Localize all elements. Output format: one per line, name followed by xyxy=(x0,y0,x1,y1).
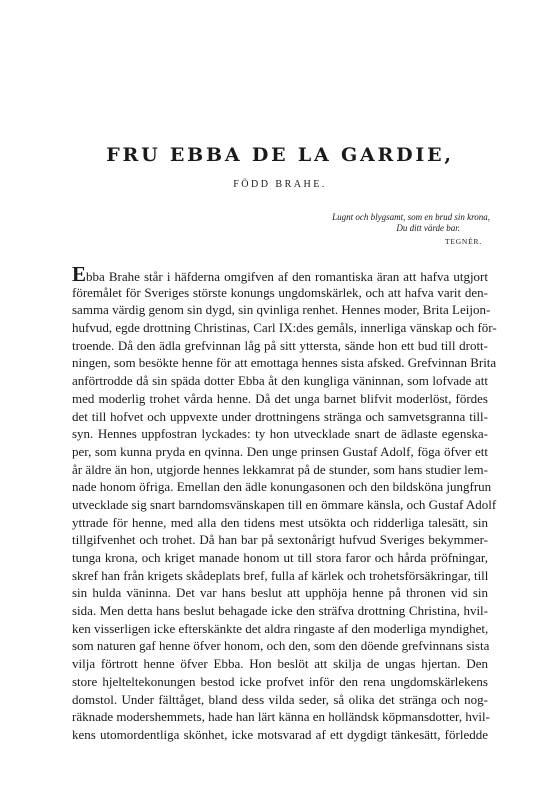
body-line: ken visserligen icke efterskänkte det aldra ringaste af den moderliga myndighet, xyxy=(72,620,489,636)
body-line: nade honom öfriga. Emellan den ädle konungasonen och den bildsköna jungfrun xyxy=(72,479,492,495)
body-text xyxy=(72,262,497,744)
body-line: store hjelteltekonungen bestod icke profvet inför den rena ungdomskärlekens xyxy=(72,673,488,689)
page-title: FRU EBBA DE LA GARDIE, xyxy=(106,144,454,166)
body-line: hufvud, egde drottning Christinas, Carl IX:des gemåls, innerliga vänskap och för- xyxy=(72,320,497,336)
body-line: utvecklade sig snart barndomsvänskapen till en ömmare känsla, och Gustaf Adolf xyxy=(72,496,497,512)
body-line: skref han från krigets skådeplats bref, fulla af kärlek och trohetsförsäkringar, till xyxy=(72,567,489,583)
body-line: samma värdig genom sin dygd, sin qvinliga renhet. Hennes moder, Brita Leijon- xyxy=(72,302,491,318)
body-line: ningen, som besökte henne för att emottaga hennes sista afsked. Grefvinnan Brita xyxy=(72,355,497,371)
body-line: sida. Men detta hans beslut behagade icke den sträfva drottning Christina, hvil- xyxy=(72,603,488,619)
body-line: syn. Hennes uppfostran lyckades: ty hon utvecklade snart de ädlaste egenska- xyxy=(72,426,488,442)
body-line-first xyxy=(72,262,488,286)
body-line: föremålet för Sveriges störste konungs ungdomskärlek, och att hafva varit den- xyxy=(72,284,488,300)
body-line-first-text: bba Brahe står i häfderna omgifven af den romantiska äran att hafva utgjort xyxy=(86,269,488,284)
body-line: troende. Då den ädla grefvinnan låg på sitt yttersta, sände hon ett bud till drott- xyxy=(72,337,488,353)
body-line: räknade modershemmets, hade han lärt känna en holländsk köpmansdotter, hvil- xyxy=(72,709,490,725)
body-line: yttrade för henne, med alla den tidens mest utsökta och ridderliga talesätt, sin xyxy=(72,514,488,530)
body-line: anförtrodde då sin späda dotter Ebba åt den kungliga väninnan, som lofvade att xyxy=(72,373,488,389)
epigraph-line-1: Lugnt och blygsamt, som en brud sin krona, xyxy=(332,212,490,222)
body-line: det till hofvet och uppvexte under drottningens stränga och samvetsgranna till- xyxy=(72,408,488,424)
epigraph xyxy=(332,212,490,234)
body-lines xyxy=(72,284,497,744)
body-line: tillgifvenhet och trohet. Då han bar på sextonårigt hufvud Sveriges bekymmer- xyxy=(72,532,488,548)
body-line: domstol. Under fälttåget, bland dess vilda seder, så olika det stränga och nog- xyxy=(72,691,488,707)
body-line: per, som kunna pryda en qvinna. Den unge prinsen Gustaf Adolf, föga öfver ett xyxy=(72,443,488,459)
body-line: med moderlig trohet vårda henne. Då det unga barnet blifvit moderlöst, fördes xyxy=(72,390,488,406)
page-subtitle: FÖDD BRAHE. xyxy=(233,179,327,190)
body-line: kens utomordentliga skönhet, icke motsvarad af ett dygdigt tänkesätt, förledde xyxy=(72,726,488,742)
drop-cap: E xyxy=(72,262,87,286)
body-line: år äldre än hon, utgjorde hennes lekkamrat på de stunder, som hans studier lem- xyxy=(72,461,488,477)
epigraph-attribution: TEGNÉR. xyxy=(444,237,482,246)
body-line: som naturen gaf henne öfver honom, och den, som den döende grefvinnans sista xyxy=(72,638,490,654)
body-line: vilja förtrott henne öfver Ebba. Hon beslöt att skilja de ungas hjertan. Den xyxy=(72,656,488,672)
body-line: sin hulda väninna. Det var hans beslut att upphöja henne på thronen vid sin xyxy=(72,585,488,601)
epigraph-line-2: Du ditt värde bar. xyxy=(396,223,460,233)
body-line: tunga krona, och kriget manade honom ut till stora faror och hårda pröfningar, xyxy=(72,550,488,565)
